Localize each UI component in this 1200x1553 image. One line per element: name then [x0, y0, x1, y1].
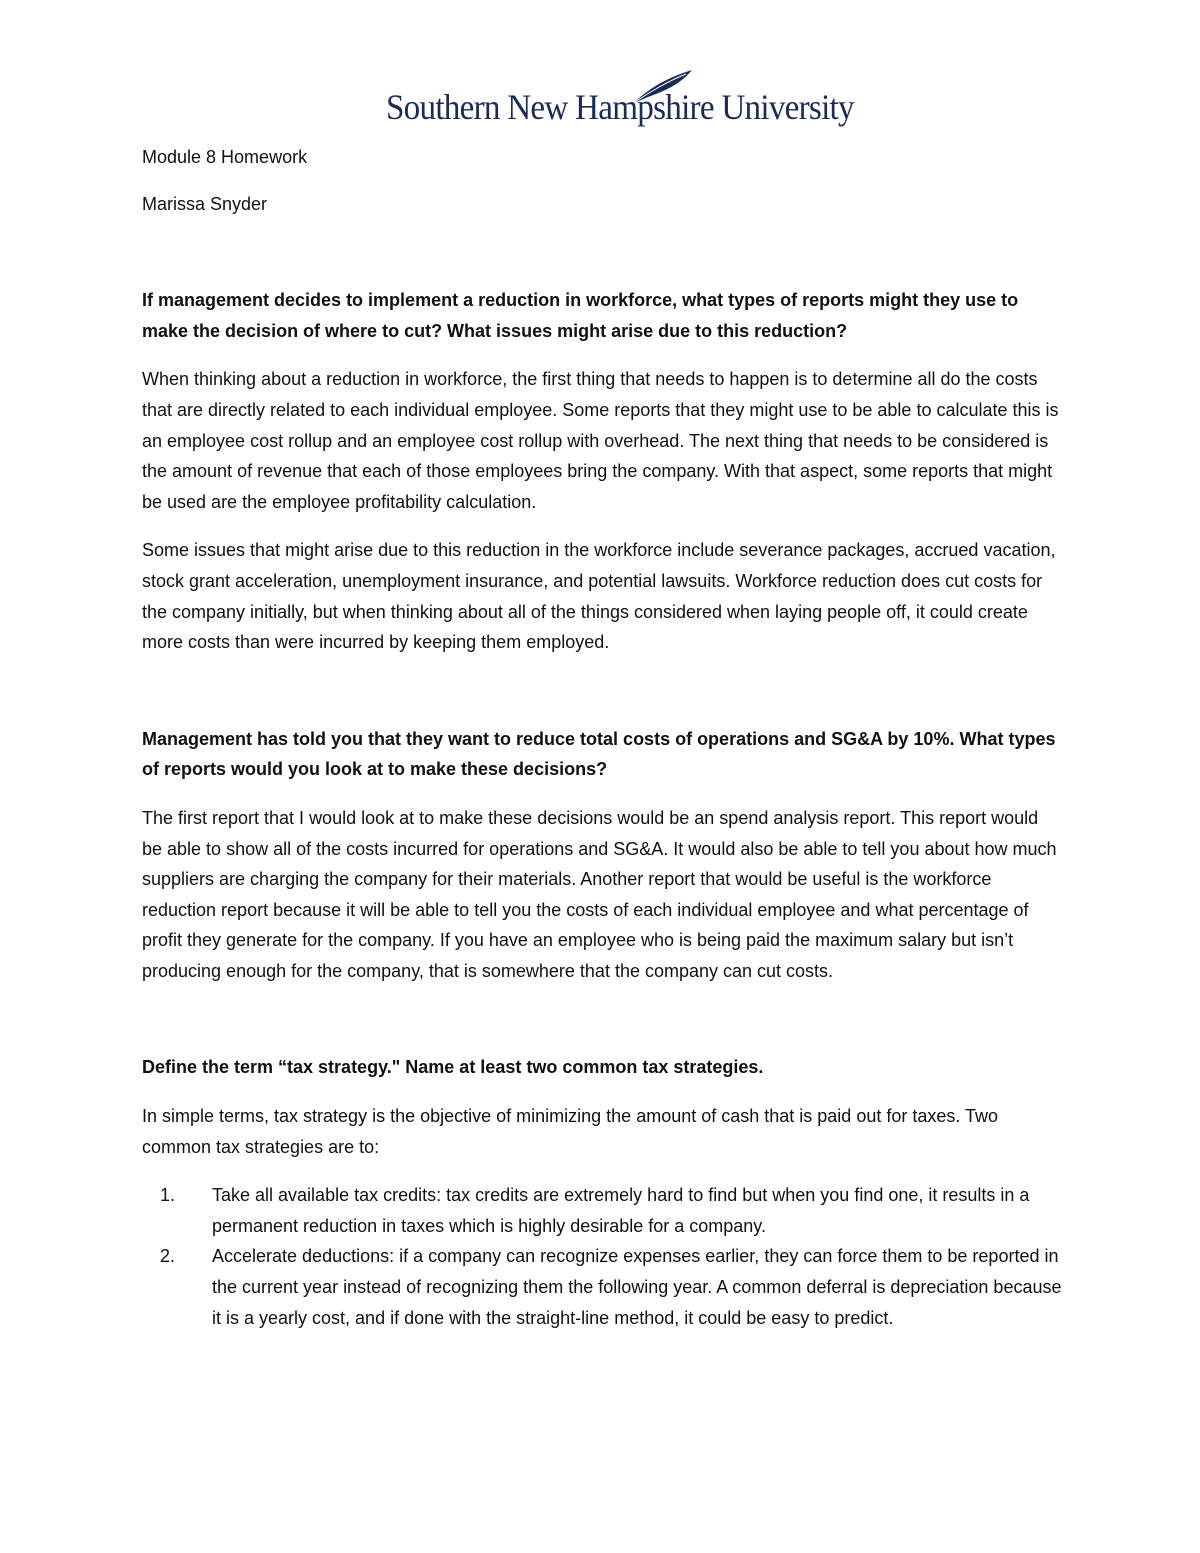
list-number: 2.: [160, 1246, 176, 1267]
section-spacer: [142, 676, 1062, 724]
list-item-text: Take all available tax credits: tax credits are extremely hard to find but when you find one, it results in a permanent reduction in taxes which is highly desirable for a company.: [212, 1185, 1030, 1236]
list-item: [142, 1241, 1062, 1333]
question-heading: If management decides to implement a reduction in workforce, what types of reports might they use to make the decision of where to cut? What issues might arise due to this reduction?: [142, 290, 1019, 341]
tax-strategy-list: [142, 1180, 1062, 1333]
document-body: [142, 142, 1062, 1333]
section-cost-reduction: [142, 724, 1062, 987]
answer-paragraph: The first report that I would look at to make these decisions would be an spend analysis report. This report would be able to show all of the costs incurred for operations and SG&A. It would also be able to tell you about how much suppliers are charging the company for their materials. Another report that would be useful is the workforce reduction report because it will be able to tell you the costs of each individual employee and what percentage of profit they generate for the company. If you have an employee who is being paid the maximum salary but isn’t producing enough for the company, that is somewhere that the company can cut costs.: [142, 807, 1057, 981]
list-item-text: Accelerate deductions: if a company can recognize expenses earlier, they can force them to be reported in the current year instead of recognizing them the following year. A common deferral is depreciation because it is a yearly cost, and if done with the straight-line method, it could be easy to predict.: [212, 1246, 1062, 1328]
logo-text: Southern New Hampshire University: [386, 87, 854, 127]
university-logo: [386, 66, 854, 136]
list-number: 1.: [160, 1185, 176, 1206]
question-heading: Define the term “tax strategy." Name at least two common tax strategies.: [142, 1057, 764, 1078]
section-workforce-reduction: [142, 285, 1062, 658]
author-name: Marissa Snyder: [142, 193, 268, 214]
answer-paragraph: When thinking about a reduction in workforce, the first thing that needs to happen is to determine all do the costs that are directly related to each individual employee. Some reports that they might use to be able to calculate this is an employee cost rollup and an employee cost rollup with overhead. The next thing that needs to be considered is the amount of revenue that each of those employees bring the company. With that aspect, some reports that might be used are the employee profitability calculation.: [142, 369, 1059, 512]
question-heading: Management has told you that they want to reduce total costs of operations and SG&A by 10%. What types of reports would you look at to make these decisions?: [142, 728, 1056, 780]
answer-paragraph: In simple terms, tax strategy is the objective of minimizing the amount of cash that is paid out for taxes. Two common tax strategies are to:: [142, 1106, 999, 1157]
document-title: Module 8 Homework: [142, 147, 308, 167]
section-spacer: [142, 1004, 1062, 1052]
answer-paragraph: Some issues that might arise due to this reduction in the workforce include severance packages, accrued vacation, stock grant acceleration, unemployment insurance, and potential lawsuits. Workforce reduction does cut costs for the company initially, but when thinking about all of the things considered when laying people off, it could create more costs than were incurred by keeping them employed.: [142, 540, 1056, 653]
section-tax-strategy: [142, 1052, 1062, 1333]
list-item: [142, 1180, 1062, 1241]
